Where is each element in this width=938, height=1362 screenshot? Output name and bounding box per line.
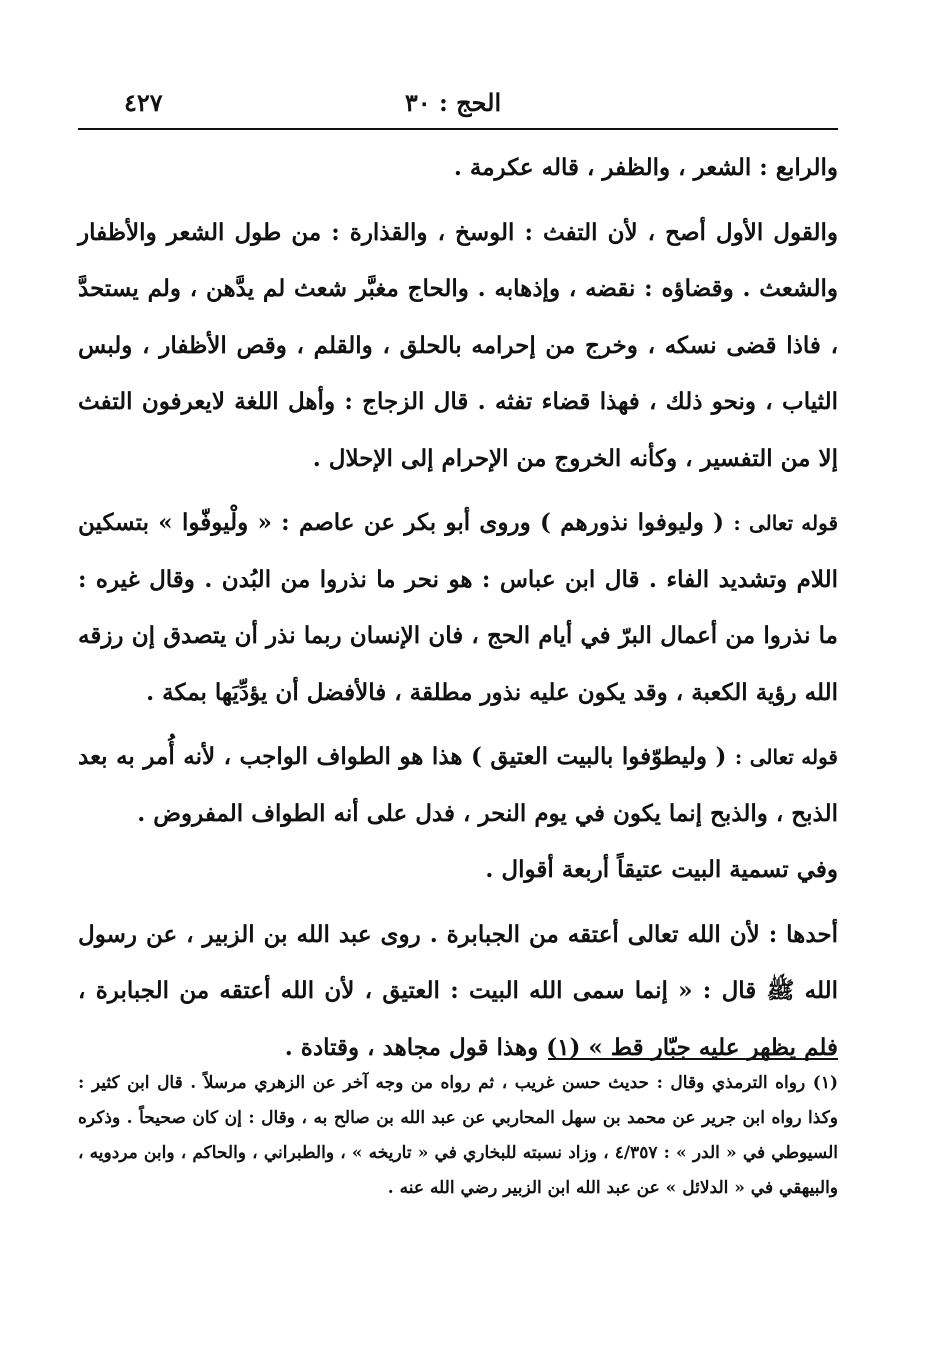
paragraph-2: والقول الأول أصح ، لأن التفث : الوسخ ، والقذارة : من طول الشعر والأظفار والشعث . وقضاؤه : نقضه ، وإذهابه . والحاج مغبَّر شعث لم يدَّهن ، ولم يستحدَّ ، فاذا قضى نسكه ، وخرج من إحرامه بالحلق ، والقلم ، وقص الأظفار ، ولبس الثياب ، ونحو ذلك ، فهذا قضاء تفثه . قال الزجاج : وأهل اللغة لايعرفون التفث إلا من التفسير ، وكأنه الخروج من الإحرام إلى الإحلال .	[78, 218, 838, 472]
paragraph-3	[78, 495, 838, 721]
paragraph-4-text: ( وليطوّفوا بالبيت العتيق ) هذا هو الطواف الواجب ، لأنه أُمر به بعد الذبح ، والذبح إنما يكون في يوم النحر ، فدل على أنه الطواف المفروض .	[78, 743, 838, 827]
main-text	[78, 140, 838, 1076]
paragraph-1: والرابع : الشعر ، والظفر ، قاله عكرمة .	[453, 154, 838, 181]
verse-lead: قوله تعالى :	[733, 511, 838, 535]
paragraph-3-text: ( وليوفوا نذورهم ) وروى أبو بكر عن عاصم : « ولْيوفّوا » بتسكين اللام وتشديد الفاء . قال ابن عباس : هو نحر ما نذروا من البُدن . وقال غيره : ما نذروا من أعمال البرّ في أيام الحج ، فان الإنسان ربما نذر أن يتصدق إن رزقه الله رؤية الكعبة ، وقد يكون عليه نذور مطلقة ، فالأفضل أن يؤدِّيَها بمكة .	[78, 509, 838, 706]
running-header	[78, 84, 828, 124]
verse-lead: قوله تعالى :	[734, 745, 838, 769]
footnote-divider	[548, 1058, 838, 1060]
paragraph-6: أحدها : لأن الله تعالى أعتقه من الجبابرة . روى عبد الله بن الزبير ، عن رسول الله ﷺ قال : « إنما سمى الله البيت : العتيق ، لأن الله أعتقه من الجبابرة ، فلم يظهر عليه جبّار قط » (١) وهذا قول مجاهد ، وقتادة .	[78, 920, 838, 1061]
header-divider	[78, 128, 838, 130]
paragraph-4	[78, 729, 838, 842]
page-number: ٤٢٧	[124, 88, 163, 117]
paragraph-5: وفي تسمية البيت عتيقاً أربعة أقوال .	[485, 856, 838, 883]
footnote-text: (١) رواه الترمذي وقال : حديث حسن غريب ، ثم رواه من وجه آخر عن الزهري مرسلاً . قال ابن كثير : وكذا رواه ابن جرير عن محمد بن سهل المحاربي عن عبد الله بن صالح به ، وقال : إن كان صحيحاً . وذكره السيوطي في « الدر » : ٤/٣٥٧ ، وزاد نسبته للبخاري في « تاريخه » ، والطبراني ، والحاكم ، وابن مردويه ، والبيهقي في « الدلائل » عن عبد الله ابن الزبير رضي الله عنه .	[78, 1073, 838, 1198]
surah-heading: الحج : ٣٠	[404, 88, 502, 117]
footnote	[78, 1066, 838, 1206]
